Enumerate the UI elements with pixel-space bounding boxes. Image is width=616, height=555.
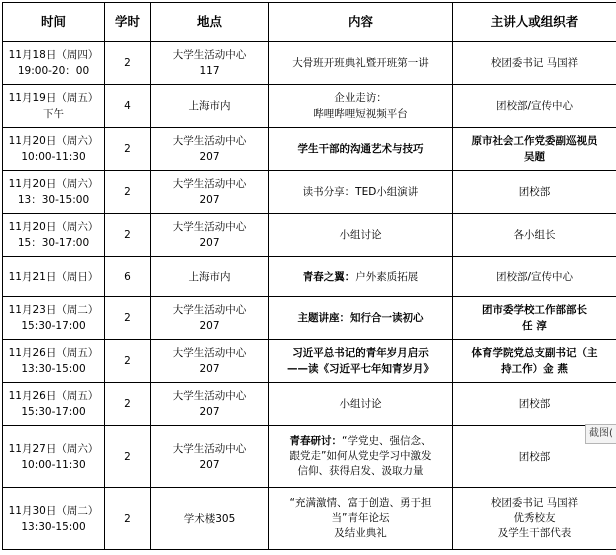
cell-time: 11月19日（周五） 下午 — [3, 85, 105, 128]
cell-organizer: 校团委书记 马国祥 优秀校友 及学生干部代表 — [453, 488, 616, 550]
cell-content: 小组讨论 — [269, 214, 453, 257]
cell-organizer: 团校部 — [453, 383, 616, 426]
cell-location: 学术楼305 — [151, 488, 269, 550]
cell-location: 大学生活动中心 207 — [151, 171, 269, 214]
header-location: 地点 — [151, 3, 269, 42]
cell-content: 读书分享：TED小组演讲 — [269, 171, 453, 214]
cell-hours: 2 — [105, 171, 151, 214]
table-row — [3, 42, 616, 85]
cell-content: 大骨班开班典礼暨开班第一讲 — [269, 42, 453, 85]
cell-organizer: 团校部/宣传中心 — [453, 85, 616, 128]
screenshot-tool-label[interactable]: 截图( — [585, 424, 616, 444]
cell-location: 大学生活动中心 207 — [151, 297, 269, 340]
cell-content: 主题讲座：知行合一读初心 — [269, 297, 453, 340]
cell-content: 小组讨论 — [269, 383, 453, 426]
cell-time: 11月27日（周六） 10:00-11:30 — [3, 426, 105, 488]
cell-organizer: 团校部 — [453, 426, 616, 488]
table-row — [3, 488, 616, 550]
cell-hours: 2 — [105, 128, 151, 171]
cell-content: 青春研讨：“学党史、强信念、 跟党走”如何从党史学习中激发 信仰、获得启发、汲取力量 — [269, 426, 453, 488]
cell-time: 11月20日（周六） 15：30-17:00 — [3, 214, 105, 257]
cell-hours: 6 — [105, 257, 151, 297]
schedule-table — [2, 2, 616, 550]
cell-content: 学生干部的沟通艺术与技巧 — [269, 128, 453, 171]
header-row — [3, 3, 616, 42]
cell-organizer: 团校部/宣传中心 — [453, 257, 616, 297]
cell-time: 11月26日（周五） 13:30-15:00 — [3, 340, 105, 383]
header-time: 时间 — [3, 3, 105, 42]
cell-hours: 2 — [105, 297, 151, 340]
cell-hours: 4 — [105, 85, 151, 128]
cell-time: 11月20日（周六） 13：30-15:00 — [3, 171, 105, 214]
cell-organizer: 团校部 — [453, 171, 616, 214]
cell-organizer: 团市委学校工作部部长 任 淳 — [453, 297, 616, 340]
cell-time: 11月23日（周二） 15:30-17:00 — [3, 297, 105, 340]
table-row — [3, 426, 616, 488]
cell-content: 习近平总书记的青年岁月启示 ——读《习近平七年知青岁月》 — [269, 340, 453, 383]
cell-organizer: 各小组长 — [453, 214, 616, 257]
cell-hours: 2 — [105, 426, 151, 488]
header-organizer: 主讲人或组织者 — [453, 3, 616, 42]
cell-organizer: 校团委书记 马国祥 — [453, 42, 616, 85]
table-row — [3, 214, 616, 257]
cell-location: 大学生活动中心 207 — [151, 426, 269, 488]
cell-organizer: 原市社会工作党委副巡视员 吴题 — [453, 128, 616, 171]
table-row — [3, 85, 616, 128]
table-row — [3, 340, 616, 383]
cell-location: 大学生活动中心 207 — [151, 340, 269, 383]
cell-hours: 2 — [105, 214, 151, 257]
table-row — [3, 257, 616, 297]
cell-hours: 2 — [105, 383, 151, 426]
cell-content: “充满激情、富于创造、勇于担 当”青年论坛 及结业典礼 — [269, 488, 453, 550]
cell-time: 11月20日（周六） 10:00-11:30 — [3, 128, 105, 171]
table-row — [3, 297, 616, 340]
cell-time: 11月21日（周日） — [3, 257, 105, 297]
cell-content: 企业走访： 哔哩哔哩短视频平台 — [269, 85, 453, 128]
cell-location: 大学生活动中心 207 — [151, 383, 269, 426]
table-row — [3, 128, 616, 171]
header-hours: 学时 — [105, 3, 151, 42]
table-row — [3, 383, 616, 426]
cell-hours: 2 — [105, 488, 151, 550]
cell-time: 11月30日（周二） 13:30-15:00 — [3, 488, 105, 550]
cell-time: 11月18日（周四） 19:00-20：00 — [3, 42, 105, 85]
cell-content: 青春之翼：户外素质拓展 — [269, 257, 453, 297]
cell-hours: 2 — [105, 42, 151, 85]
cell-location: 大学生活动中心 207 — [151, 214, 269, 257]
table-row — [3, 171, 616, 214]
header-content: 内容 — [269, 3, 453, 42]
cell-hours: 2 — [105, 340, 151, 383]
cell-organizer: 体育学院党总支副书记（主 持工作）金 燕 — [453, 340, 616, 383]
cell-location: 大学生活动中心 207 — [151, 128, 269, 171]
cell-location: 大学生活动中心 117 — [151, 42, 269, 85]
cell-time: 11月26日（周五） 15:30-17:00 — [3, 383, 105, 426]
cell-location: 上海市内 — [151, 85, 269, 128]
cell-location: 上海市内 — [151, 257, 269, 297]
